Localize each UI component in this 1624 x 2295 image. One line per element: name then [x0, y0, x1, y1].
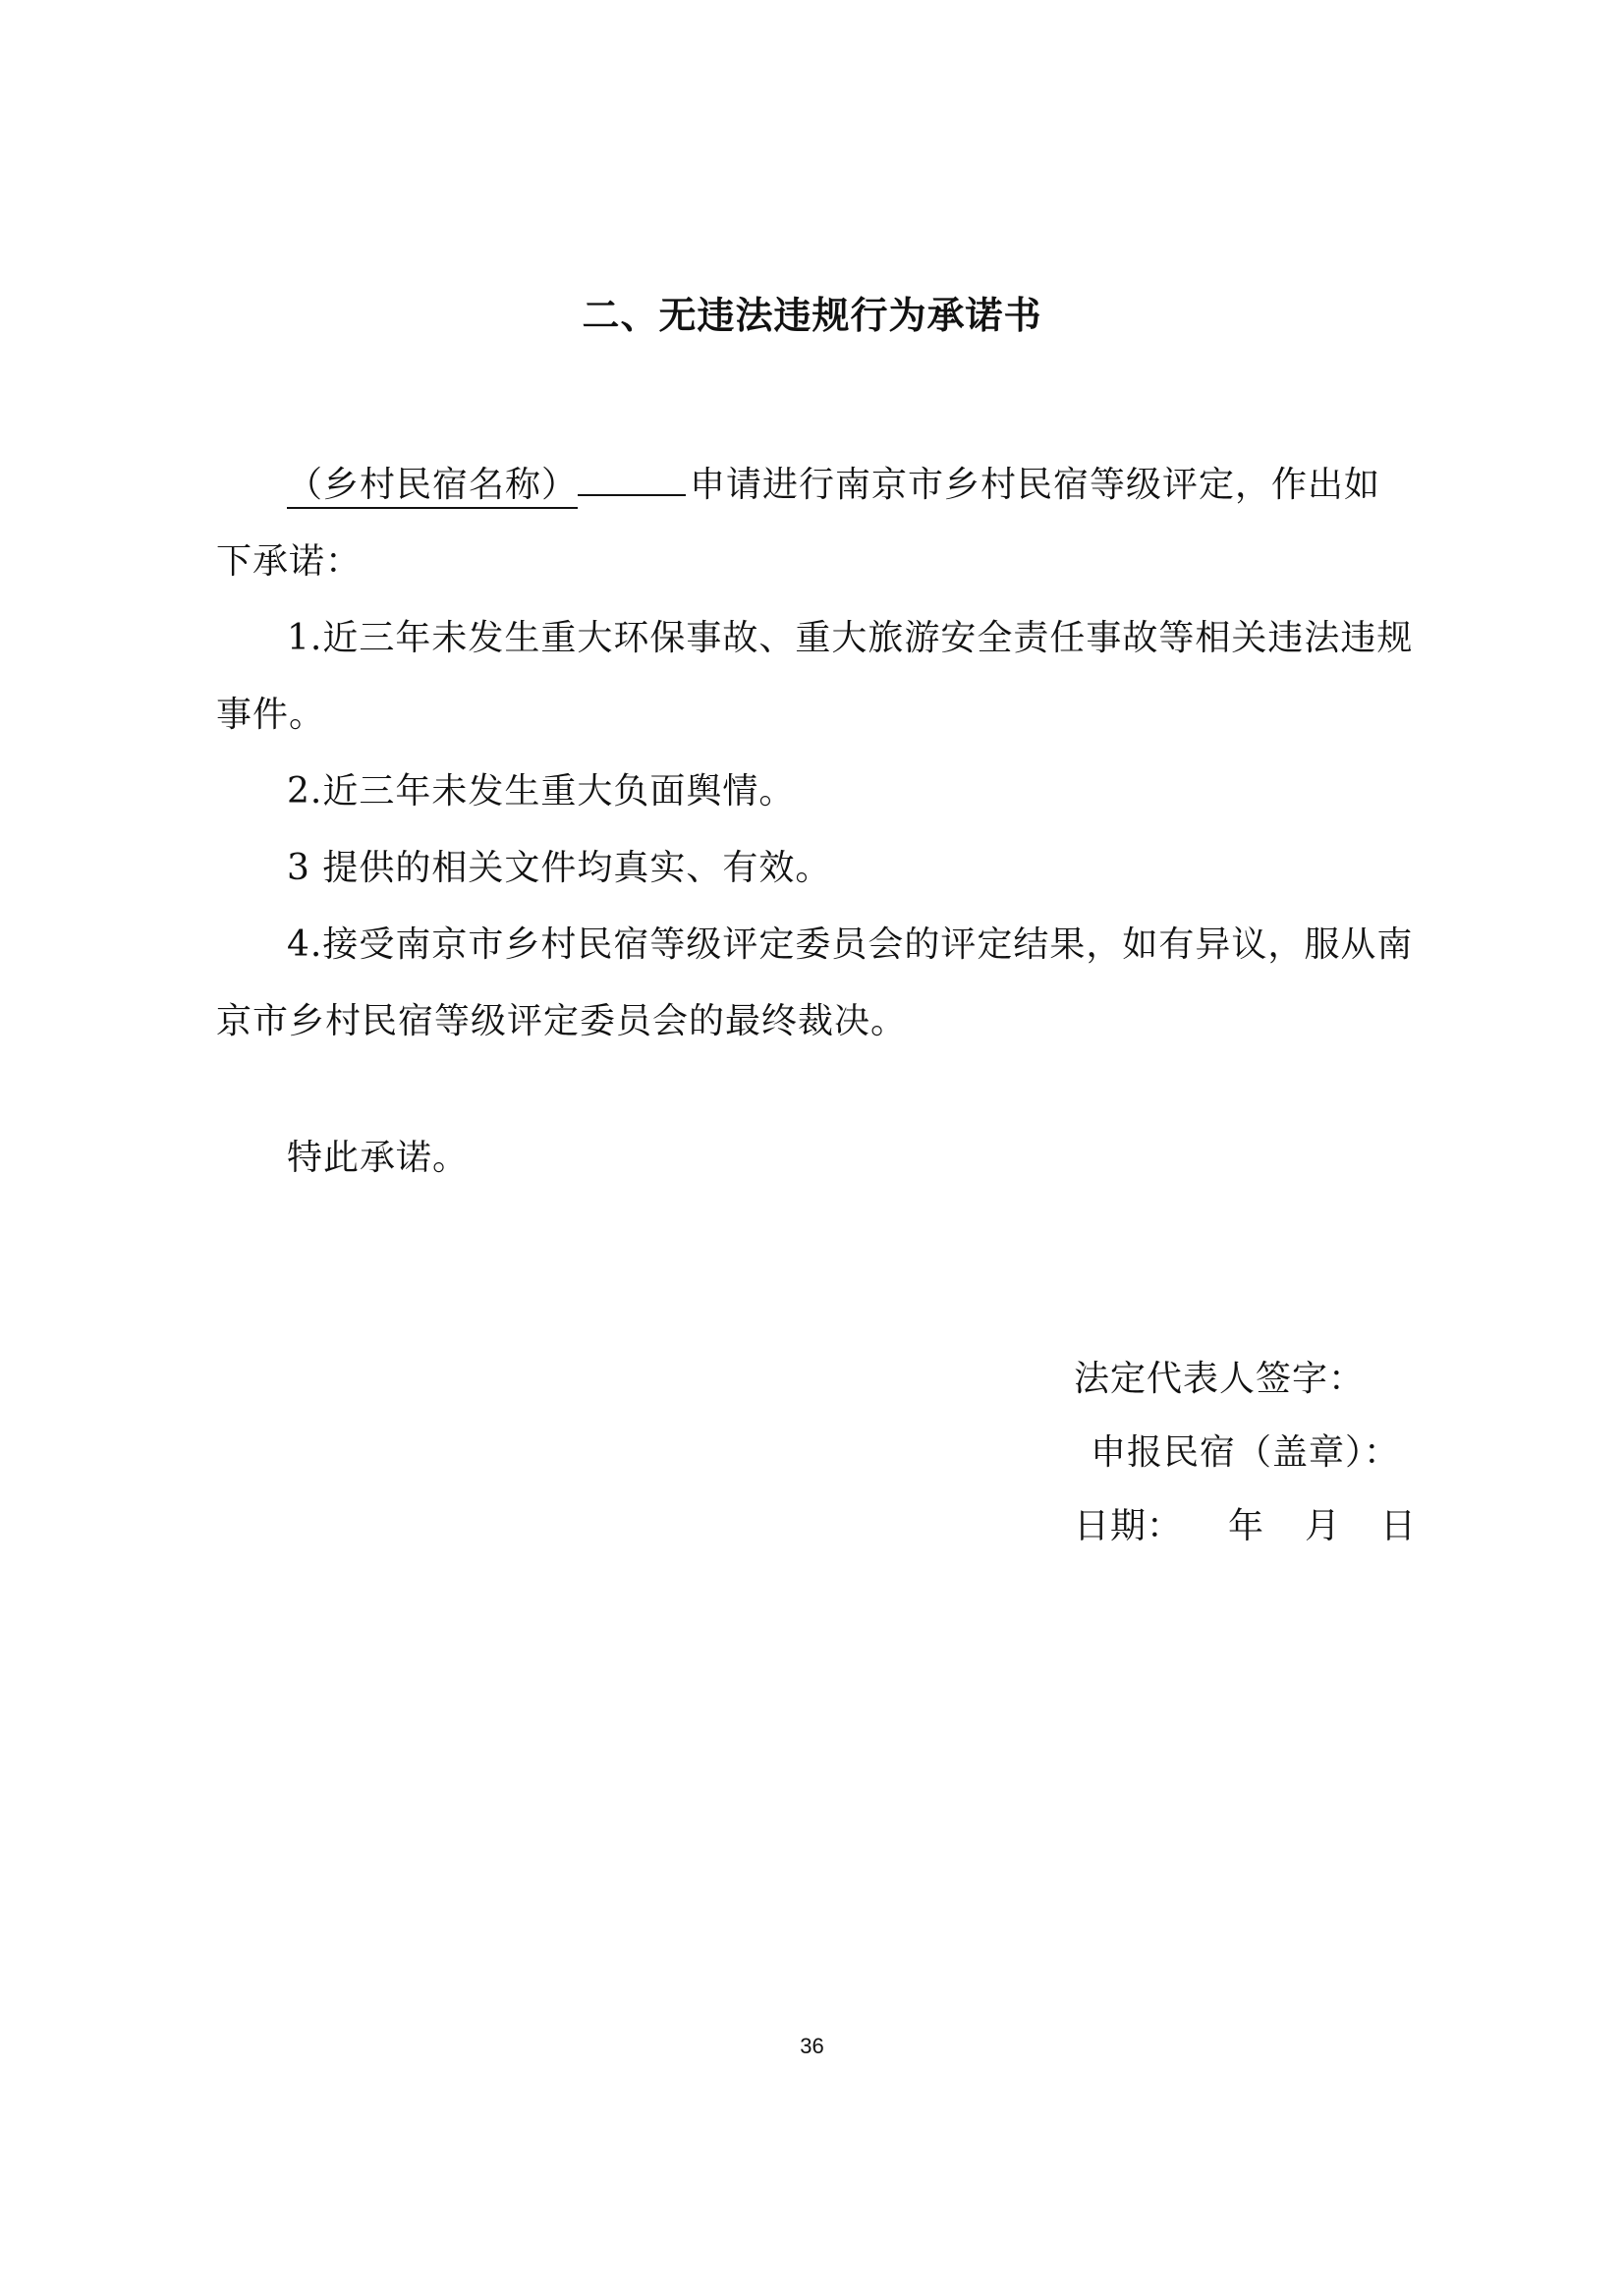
homestay-name-field: （乡村民宿名称） — [287, 465, 578, 509]
commitment-item-4: 4.接受南京市乡村民宿等级评定委员会的评定结果，如有异议，服从南京市乡村民宿等级评定委员会的最终裁决。 — [216, 924, 1414, 1041]
commitment-item-2: 2.近三年未发生重大负面舆情。 — [287, 771, 796, 812]
closing-statement: 特此承诺。 — [287, 1138, 470, 1178]
date-month: 月 — [1305, 1506, 1342, 1546]
page-number: 36 — [800, 2034, 824, 2058]
date-label: 日期： — [1074, 1506, 1184, 1546]
homestay-seal-label: 申报民宿（盖章）： — [1091, 1432, 1401, 1473]
commitment-item-1: 1.近三年未发生重大环保事故、重大旅游安全责任事故等相关违法违规事件。 — [216, 618, 1414, 735]
intro-paragraph — [216, 447, 1415, 600]
document-body — [216, 447, 1415, 1060]
name-blank-line — [578, 493, 686, 496]
commitment-item-3: 3 提供的相关文件均真实、有效。 — [287, 848, 832, 888]
intro-text: 申请进行南京市乡村民宿等级评定，作出如下承诺： — [216, 465, 1381, 582]
date-year: 年 — [1228, 1506, 1265, 1546]
document-title: 二、无违法违规行为承诺书 — [582, 294, 1042, 337]
legal-representative-signature-label: 法定代表人签字： — [1074, 1359, 1366, 1399]
date-day: 日 — [1380, 1506, 1418, 1546]
